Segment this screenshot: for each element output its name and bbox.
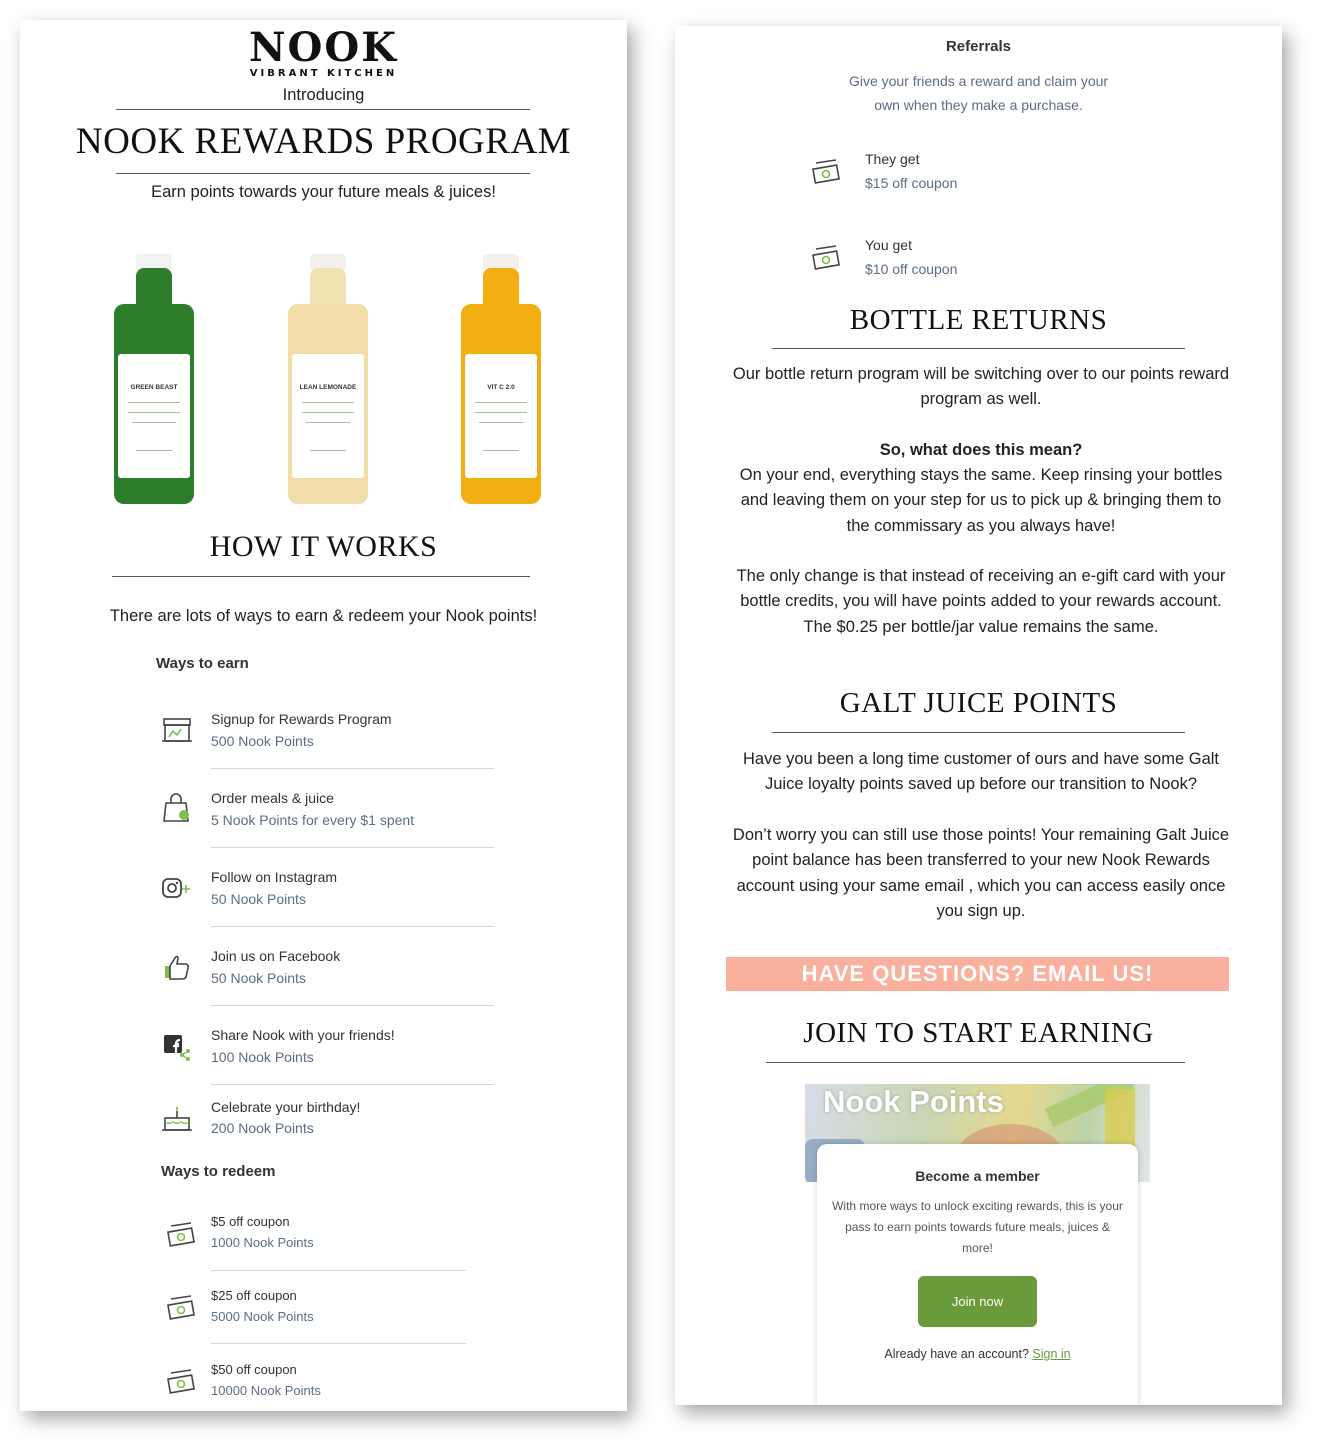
divider (112, 576, 530, 577)
cash-icon (164, 1290, 198, 1324)
sign-in-prompt (817, 1347, 1138, 1361)
logo-main-text: NOOK (248, 24, 398, 71)
membership-widget (805, 1084, 1150, 1405)
become-member-card (817, 1144, 1138, 1405)
ways-to-redeem-heading: Ways to redeem (161, 1163, 276, 1180)
rewards-email-right-panel (675, 26, 1282, 1405)
referrals-desc-line: own when they make a purchase. (874, 97, 1083, 113)
earn-item-title: Order meals & juice (211, 790, 334, 806)
earn-item-title: Share Nook with your friends! (211, 1027, 395, 1043)
earn-item-title: Signup for Rewards Program (211, 711, 392, 727)
sign-in-prompt-text: Already have an account? (884, 1347, 1029, 1361)
card-description: With more ways to unlock exciting rewards, this is your pass to earn points towards future meals, juices & more! (832, 1199, 1123, 1255)
email-us-banner[interactable]: HAVE QUESTIONS? EMAIL US! (726, 957, 1229, 991)
how-it-works-text: There are lots of ways to earn & redeem your Nook points! (109, 607, 538, 625)
earn-item-title: Join us on Facebook (211, 948, 341, 964)
intro-text: Introducing (282, 86, 365, 104)
bottle-label: LEAN LEMONADE (299, 384, 357, 391)
referrals-description (675, 69, 1282, 117)
shopping-bag-icon (160, 791, 194, 825)
earn-item-points: 5 Nook Points for every $1 spent (211, 812, 415, 828)
earn-item-points: 50 Nook Points (211, 891, 306, 907)
redeem-item-title: $5 off coupon (211, 1214, 290, 1229)
juice-bottle-vit-c (461, 254, 541, 504)
how-it-works-title: HOW IT WORKS (209, 530, 438, 563)
cash-icon (809, 240, 843, 274)
referral-item-title: They get (865, 151, 920, 167)
tagline: Earn points towards your future meals & juices! (151, 183, 496, 201)
referrals-desc-line: Give your friends a reward and claim your (848, 73, 1109, 89)
nook-points-image-title: Nook Points (823, 1084, 1004, 1119)
facebook-share-icon (160, 1029, 194, 1063)
earn-item-points: 100 Nook Points (211, 1049, 314, 1065)
storefront-icon (160, 713, 194, 747)
divider (116, 173, 530, 174)
page-title: NOOK REWARDS PROGRAM (75, 121, 572, 162)
sign-in-link[interactable]: Sign in (1032, 1347, 1071, 1361)
rewards-email-left-panel (20, 20, 627, 1411)
bottle-returns-intro: Our bottle return program will be switching over to our points reward program as well. (732, 365, 1230, 409)
earn-item-points: 200 Nook Points (211, 1120, 314, 1136)
redeem-item-points: 5000 Nook Points (211, 1309, 314, 1324)
referrals-title: Referrals (945, 38, 1012, 55)
bottle-returns-title: BOTTLE RETURNS (849, 304, 1108, 336)
thumbs-up-icon (160, 950, 194, 984)
ways-to-earn-heading: Ways to earn (156, 655, 249, 672)
redeem-item-title: $25 off coupon (211, 1288, 297, 1303)
card-title: Become a member (915, 1168, 1040, 1184)
galt-juice-question: Have you been a long time customer of ours and have some Galt Juice loyalty points saved up before our transition to Nook? (742, 750, 1219, 794)
birthday-cake-icon (160, 1101, 194, 1135)
earn-item-points: 50 Nook Points (211, 970, 306, 986)
bottle-label: GREEN BEAST (130, 384, 178, 391)
earn-item-title: Follow on Instagram (211, 869, 338, 885)
earn-item-points: 500 Nook Points (211, 733, 314, 749)
redeem-item-points: 10000 Nook Points (211, 1383, 321, 1398)
cash-icon (164, 1217, 198, 1251)
redeem-item-points: 1000 Nook Points (211, 1235, 314, 1250)
bottle-returns-change: The only change is that instead of receiving an e-gift card with your bottle credits, you will have points added to your rewards account. The $0.25 per bottle/jar value remains the same. (736, 567, 1226, 636)
join-title: JOIN TO START EARNING (803, 1017, 1154, 1049)
redeem-item-title: $50 off coupon (211, 1362, 297, 1377)
galt-juice-answer: Don’t worry you can still use those points! Your remaining Galt Juice point balance has been transferred to your new Nook Rewards account using your same email , which you can access easily once you sign up. (732, 826, 1230, 920)
cash-icon (809, 154, 843, 188)
divider (772, 732, 1185, 733)
divider (766, 1062, 1185, 1063)
bottle-returns-question: So, what does this mean? (879, 441, 1083, 459)
juice-bottle-green-beast (114, 254, 194, 504)
divider (116, 109, 530, 110)
earn-item-title: Celebrate your birthday! (211, 1099, 361, 1115)
referral-item-reward: $10 off coupon (865, 261, 958, 277)
instagram-icon (160, 871, 194, 905)
join-now-button[interactable]: Join now (918, 1276, 1037, 1327)
logo-sub-text: VIBRANT KITCHEN (249, 68, 398, 79)
referral-item-reward: $15 off coupon (865, 175, 958, 191)
juice-bottle-lean-lemonade (288, 254, 368, 504)
referral-item-title: You get (865, 237, 912, 253)
bottle-returns-answer: On your end, everything stays the same. Keep rinsing your bottles and leaving them on your step for us to pick up & bringing them to the commissary as you always have! (739, 466, 1223, 535)
divider (772, 348, 1185, 349)
cash-icon (164, 1364, 198, 1398)
bottle-label: VIT C 2.0 (487, 384, 515, 391)
nook-logo (20, 24, 627, 79)
galt-juice-title: GALT JUICE POINTS (839, 687, 1118, 719)
